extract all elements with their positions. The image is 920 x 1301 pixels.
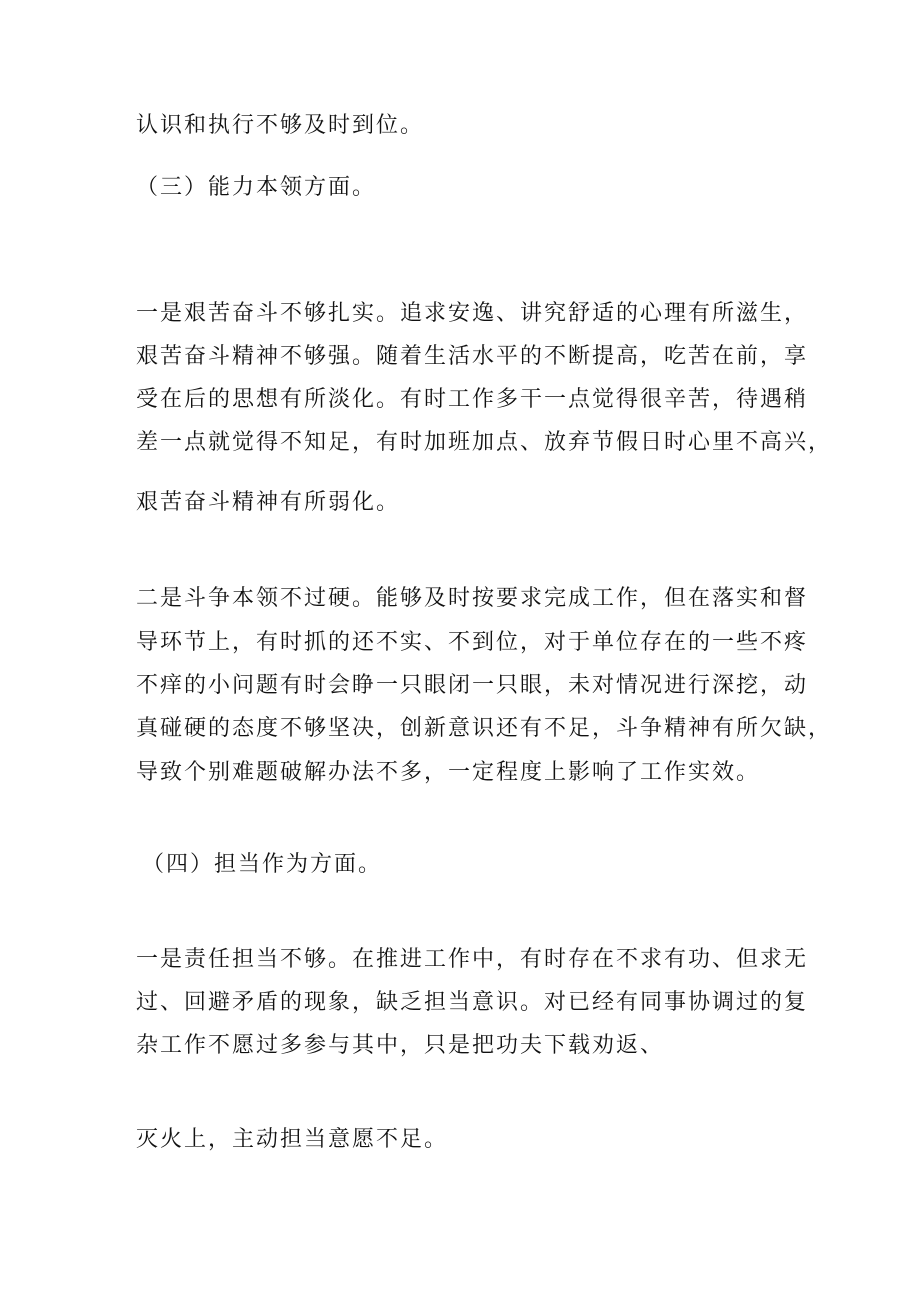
paragraph-line: 杂工作不愿过多参与其中，只是把功夫下载劝返、	[136, 1033, 665, 1058]
paragraph-line: 过、回避矛盾的现象，缺乏担当意识。对已经有同事协调过的复	[136, 990, 809, 1015]
paragraph-line: 真碰硬的态度不够坚决，创新意识还有不足，斗争精神有所欠缺，	[136, 716, 833, 741]
paragraph-line: 二是斗争本领不过硬。能够及时按要求完成工作，但在落实和督	[136, 586, 809, 611]
paragraph-line: 导环节上，有时抓的还不实、不到位，对于单位存在的一些不疼	[136, 630, 809, 655]
paragraph-line: 艰苦奋斗精神有所弱化。	[136, 490, 401, 515]
paragraph-line: 艰苦奋斗精神不够强。随着生活水平的不断提高，吃苦在前，享	[136, 344, 809, 369]
paragraph-line: 灭火上，主动担当意愿不足。	[136, 1127, 449, 1152]
paragraph-line: 一是责任担当不够。在推进工作中，有时存在不求有功、但求无	[136, 947, 809, 972]
section-heading-3: （三）能力本领方面。	[136, 175, 377, 200]
paragraph-line: 一是艰苦奋斗不够扎实。追求安逸、讲究舒适的心理有所滋生，	[136, 301, 809, 326]
paragraph-line: 认识和执行不够及时到位。	[136, 113, 425, 138]
paragraph-line: 不痒的小问题有时会睁一只眼闭一只眼，未对情况进行深挖，动	[136, 673, 809, 698]
paragraph-line: 差一点就觉得不知足，有时加班加点、放弃节假日时心里不高兴，	[136, 430, 833, 455]
section-heading-4: （四）担当作为方面。	[142, 852, 383, 877]
paragraph-line: 导致个别难题破解办法不多，一定程度上影响了工作实效。	[136, 760, 761, 785]
paragraph-line: 受在后的思想有所淡化。有时工作多干一点觉得很辛苦，待遇稍	[136, 387, 809, 412]
